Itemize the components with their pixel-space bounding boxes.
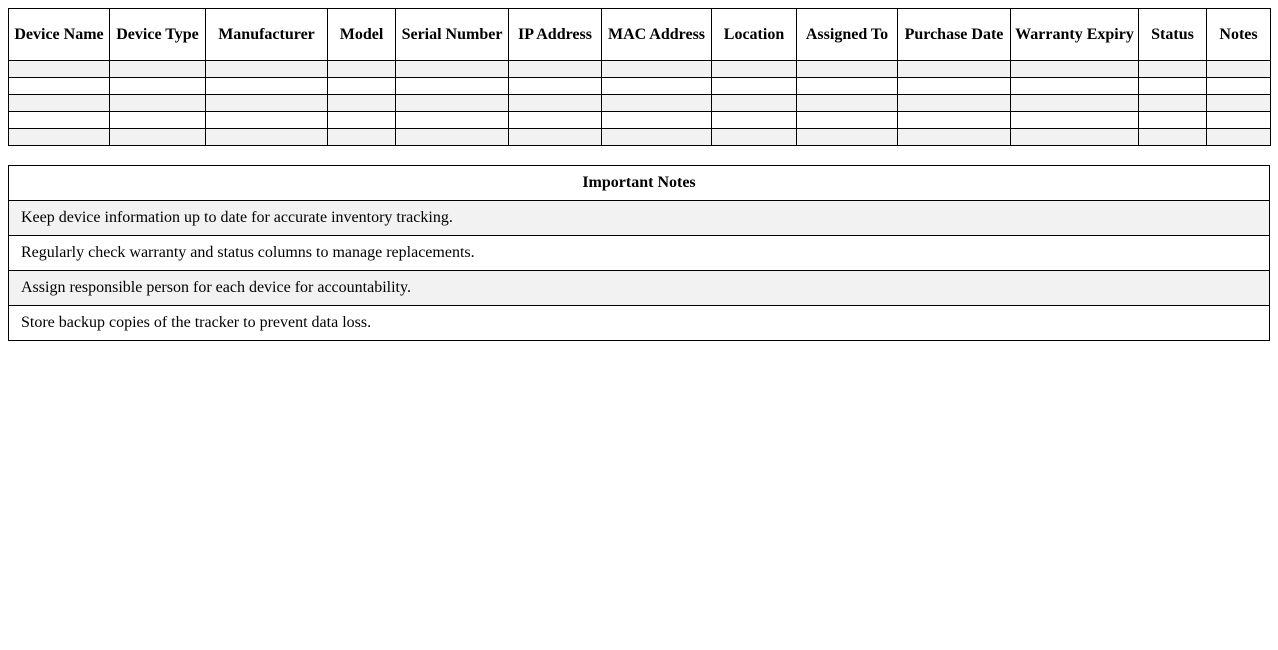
table-cell[interactable] <box>110 95 206 112</box>
table-cell[interactable] <box>1139 61 1207 78</box>
table-cell[interactable] <box>9 129 110 146</box>
table-cell[interactable] <box>206 95 328 112</box>
column-header-model: Model <box>328 9 396 61</box>
table-cell[interactable] <box>206 129 328 146</box>
table-cell[interactable] <box>206 112 328 129</box>
table-row <box>9 112 1271 129</box>
table-cell[interactable] <box>328 78 396 95</box>
table-cell[interactable] <box>797 61 898 78</box>
table-cell[interactable] <box>602 112 712 129</box>
table-cell[interactable] <box>110 112 206 129</box>
table-row <box>9 129 1271 146</box>
table-cell[interactable] <box>1207 112 1271 129</box>
table-cell[interactable] <box>509 78 602 95</box>
note-row <box>9 271 1270 306</box>
notes-title: Important Notes <box>9 166 1270 201</box>
note-item: Assign responsible person for each device for accountability. <box>9 271 1270 306</box>
table-cell[interactable] <box>1011 61 1139 78</box>
note-item: Store backup copies of the tracker to prevent data loss. <box>9 306 1270 341</box>
table-cell[interactable] <box>9 95 110 112</box>
table-cell[interactable] <box>602 78 712 95</box>
table-cell[interactable] <box>9 78 110 95</box>
table-cell[interactable] <box>1139 129 1207 146</box>
table-cell[interactable] <box>110 129 206 146</box>
table-cell[interactable] <box>1011 95 1139 112</box>
table-cell[interactable] <box>509 112 602 129</box>
table-cell[interactable] <box>206 61 328 78</box>
table-cell[interactable] <box>1207 95 1271 112</box>
column-header-assigned-to: Assigned To <box>797 9 898 61</box>
note-row <box>9 201 1270 236</box>
table-cell[interactable] <box>797 78 898 95</box>
table-cell[interactable] <box>1139 112 1207 129</box>
table-cell[interactable] <box>396 78 509 95</box>
table-cell[interactable] <box>797 112 898 129</box>
table-cell[interactable] <box>898 129 1011 146</box>
table-cell[interactable] <box>898 112 1011 129</box>
table-cell[interactable] <box>602 95 712 112</box>
table-cell[interactable] <box>898 95 1011 112</box>
table-row <box>9 78 1271 95</box>
table-cell[interactable] <box>797 95 898 112</box>
device-tracker-table <box>8 8 1271 146</box>
column-header-status: Status <box>1139 9 1207 61</box>
table-cell[interactable] <box>1207 61 1271 78</box>
table-cell[interactable] <box>712 95 797 112</box>
table-cell[interactable] <box>712 61 797 78</box>
table-cell[interactable] <box>1139 95 1207 112</box>
table-cell[interactable] <box>396 129 509 146</box>
table-cell[interactable] <box>509 95 602 112</box>
table-cell[interactable] <box>898 61 1011 78</box>
notes-header-row <box>9 166 1270 201</box>
table-cell[interactable] <box>712 78 797 95</box>
column-header-warranty-expiry: Warranty Expiry <box>1011 9 1139 61</box>
column-header-purchase-date: Purchase Date <box>898 9 1011 61</box>
table-row <box>9 95 1271 112</box>
table-cell[interactable] <box>1011 112 1139 129</box>
table-cell[interactable] <box>712 112 797 129</box>
table-cell[interactable] <box>396 61 509 78</box>
note-row <box>9 306 1270 341</box>
header-row <box>9 9 1271 61</box>
table-row <box>9 61 1271 78</box>
column-header-serial-number: Serial Number <box>396 9 509 61</box>
column-header-device-type: Device Type <box>110 9 206 61</box>
table-cell[interactable] <box>396 95 509 112</box>
table-cell[interactable] <box>9 112 110 129</box>
table-cell[interactable] <box>110 78 206 95</box>
table-cell[interactable] <box>328 129 396 146</box>
note-item: Regularly check warranty and status columns to manage replacements. <box>9 236 1270 271</box>
table-cell[interactable] <box>509 61 602 78</box>
table-cell[interactable] <box>328 112 396 129</box>
table-cell[interactable] <box>1011 78 1139 95</box>
table-cell[interactable] <box>1207 129 1271 146</box>
table-cell[interactable] <box>1011 129 1139 146</box>
column-header-device-name: Device Name <box>9 9 110 61</box>
table-cell[interactable] <box>898 78 1011 95</box>
column-header-mac-address: MAC Address <box>602 9 712 61</box>
table-cell[interactable] <box>509 129 602 146</box>
column-header-manufacturer: Manufacturer <box>206 9 328 61</box>
table-cell[interactable] <box>602 129 712 146</box>
table-cell[interactable] <box>1139 78 1207 95</box>
table-cell[interactable] <box>110 61 206 78</box>
table-cell[interactable] <box>9 61 110 78</box>
table-cell[interactable] <box>602 61 712 78</box>
table-cell[interactable] <box>396 112 509 129</box>
table-cell[interactable] <box>712 129 797 146</box>
table-cell[interactable] <box>797 129 898 146</box>
note-row <box>9 236 1270 271</box>
important-notes-table <box>8 165 1270 341</box>
table-cell[interactable] <box>206 78 328 95</box>
table-cell[interactable] <box>328 61 396 78</box>
table-cell[interactable] <box>1207 78 1271 95</box>
column-header-ip-address: IP Address <box>509 9 602 61</box>
column-header-location: Location <box>712 9 797 61</box>
note-item: Keep device information up to date for accurate inventory tracking. <box>9 201 1270 236</box>
column-header-notes: Notes <box>1207 9 1271 61</box>
table-cell[interactable] <box>328 95 396 112</box>
